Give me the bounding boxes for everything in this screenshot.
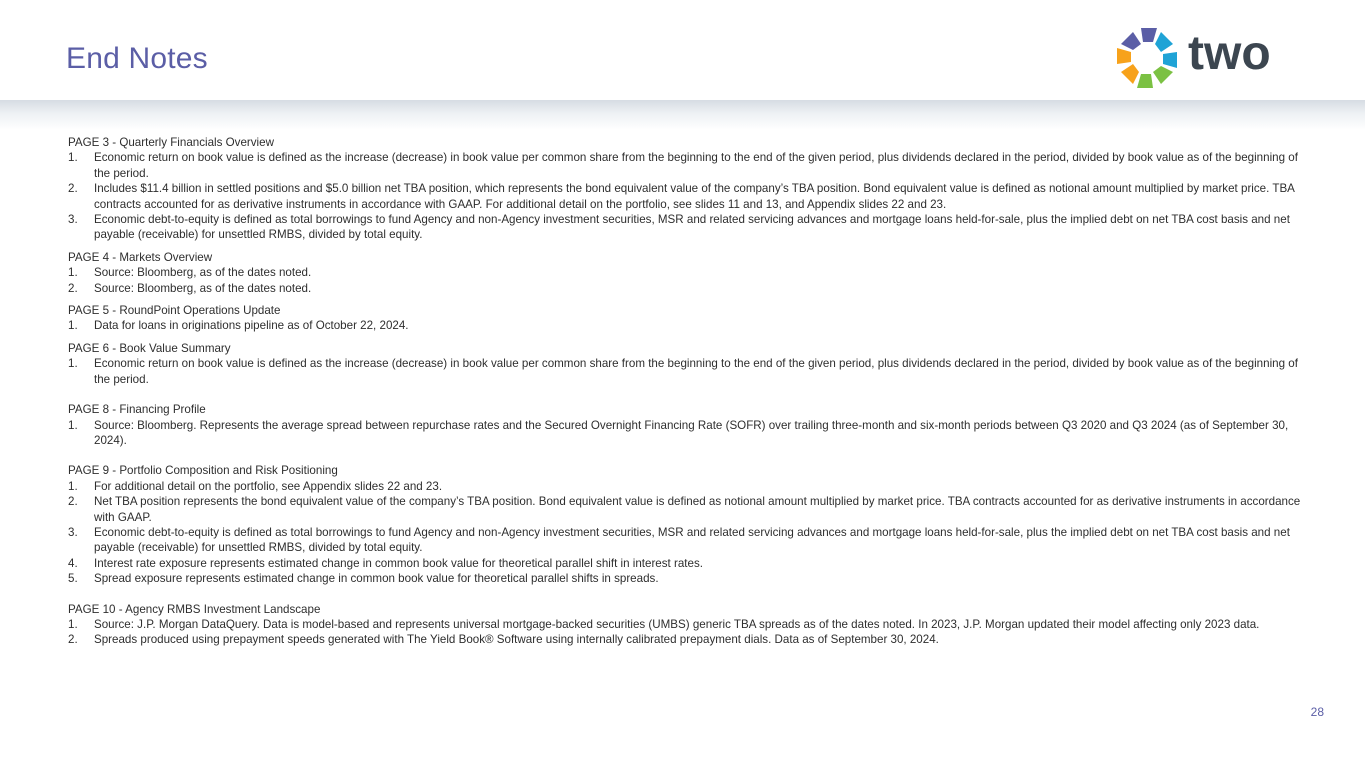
note-number: 1.: [68, 319, 78, 333]
note-text: Spread exposure represents estimated change in common book value for theoretical parallel shifts in spreads.: [94, 572, 659, 586]
note-item: [68, 525, 1308, 556]
note-section: [68, 135, 1308, 243]
page-title: End Notes: [66, 42, 208, 75]
note-section: [68, 463, 1308, 586]
note-text: Economic return on book value is defined as the increase (decrease) in book value per common share from the beginning to the end of the given period, plus dividends declared in the period, divided by book value as of the beginning of the period.: [94, 357, 1298, 386]
note-text: Includes $11.4 billion in settled positions and $5.0 billion net TBA position, which represents the bond equivalent value of the company’s TBA position. Bond equivalent value is defined as notional amount multiplied by market price. TBA contracts accounted for as derivative instruments in accordance with GAAP. For additional detail on the portfolio, see slides 11 and 13, and Appendix slides 22 and 23.: [94, 182, 1295, 211]
note-item: [68, 479, 1308, 494]
note-number: 1.: [68, 418, 78, 432]
note-item: [68, 181, 1308, 212]
note-item: [68, 265, 1308, 280]
section-heading: PAGE 4 - Markets Overview: [68, 250, 213, 264]
note-number: 1.: [68, 266, 78, 280]
note-text: Economic debt-to-equity is defined as total borrowings to fund Agency and non-Agency investment securities, MSR and related servicing advances and mortgage loans held-for-sale, plus the implied debt on net TBA cost basis and net payable (receivable) for unsettled RMBS, divided by total equity.: [94, 213, 1290, 242]
note-number: 3.: [68, 525, 78, 539]
note-text: Spreads produced using prepayment speeds generated with The Yield Book® Software using internally calibrated prepayment dials. Data as of September 30, 2024.: [94, 633, 939, 647]
note-number: 4.: [68, 556, 78, 570]
note-section: [68, 303, 1308, 334]
two-logo-mark-icon: [1112, 24, 1182, 92]
note-text: Source: J.P. Morgan DataQuery. Data is model-based and represents universal mortgage-backed securities (UMBS) generic TBA spreads as of the dates noted. In 2023, J.P. Morgan updated their model affecting only 2023 data.: [94, 617, 1260, 631]
section-heading: PAGE 6 - Book Value Summary: [68, 341, 231, 355]
note-number: 5.: [68, 572, 78, 586]
note-item: [68, 556, 1308, 571]
note-number: 2.: [68, 281, 78, 295]
note-text: Data for loans in originations pipeline as of October 22, 2024.: [94, 319, 409, 333]
page-number: 28: [1310, 705, 1324, 719]
note-number: 3.: [68, 213, 78, 227]
note-item: [68, 571, 1308, 586]
note-number: 2.: [68, 495, 78, 509]
note-item: [68, 356, 1308, 387]
section-heading: PAGE 8 - Financing Profile: [68, 403, 206, 417]
note-number: 1.: [68, 617, 78, 631]
note-text: Interest rate exposure represents estimated change in common book value for theoretical parallel shift in interest rates.: [94, 556, 703, 570]
note-number: 1.: [68, 479, 78, 493]
header-gradient-band: [0, 100, 1365, 130]
note-item: [68, 281, 1308, 296]
end-notes-body: [68, 128, 1308, 648]
note-section: [68, 250, 1308, 296]
note-number: 2.: [68, 633, 78, 647]
note-section: [68, 602, 1308, 648]
section-heading: PAGE 10 - Agency RMBS Investment Landscape: [68, 602, 321, 616]
note-number: 1.: [68, 357, 78, 371]
note-item: [68, 150, 1308, 181]
logo: [1112, 24, 1297, 92]
note-text: Source: Bloomberg. Represents the average spread between repurchase rates and the Secured Overnight Financing Rate (SOFR) over trailing three-month and six-month periods between Q3 2020 and Q3 2024 (as of September 30, 2024).: [94, 418, 1289, 447]
note-section: [68, 341, 1308, 387]
note-text: For additional detail on the portfolio, see Appendix slides 22 and 23.: [94, 479, 443, 493]
note-item: [68, 494, 1308, 525]
note-item: [68, 632, 1308, 647]
section-heading: PAGE 3 - Quarterly Financials Overview: [68, 136, 274, 149]
logo-wordmark: two: [1188, 27, 1271, 80]
note-item: [68, 617, 1308, 632]
note-item: [68, 318, 1308, 333]
section-heading: PAGE 9 - Portfolio Composition and Risk Positioning: [68, 464, 338, 478]
note-text: Economic debt-to-equity is defined as total borrowings to fund Agency and non-Agency investment securities, MSR and related servicing advances and mortgage loans held-for-sale, plus the implied debt on net TBA cost basis and net payable (receivable) for unsettled RMBS, divided by total equity.: [94, 525, 1290, 555]
note-section: [68, 402, 1308, 448]
note-text: Net TBA position represents the bond equivalent value of the company’s TBA position. Bond equivalent value is defined as notional amount multiplied by market price. TBA contracts accounted for as derivative instruments in accordance with GAAP.: [94, 495, 1301, 524]
note-number: 2.: [68, 182, 78, 196]
note-text: Economic return on book value is defined as the increase (decrease) in book value per common share from the beginning to the end of the given period, plus dividends declared in the period, divided by book value as of the beginning of the period.: [94, 151, 1298, 180]
note-item: [68, 212, 1308, 243]
note-item: [68, 418, 1308, 449]
note-text: Source: Bloomberg, as of the dates noted.: [94, 266, 312, 280]
section-heading: PAGE 5 - RoundPoint Operations Update: [68, 304, 281, 318]
note-text: Source: Bloomberg, as of the dates noted.: [94, 281, 312, 295]
note-number: 1.: [68, 151, 78, 165]
